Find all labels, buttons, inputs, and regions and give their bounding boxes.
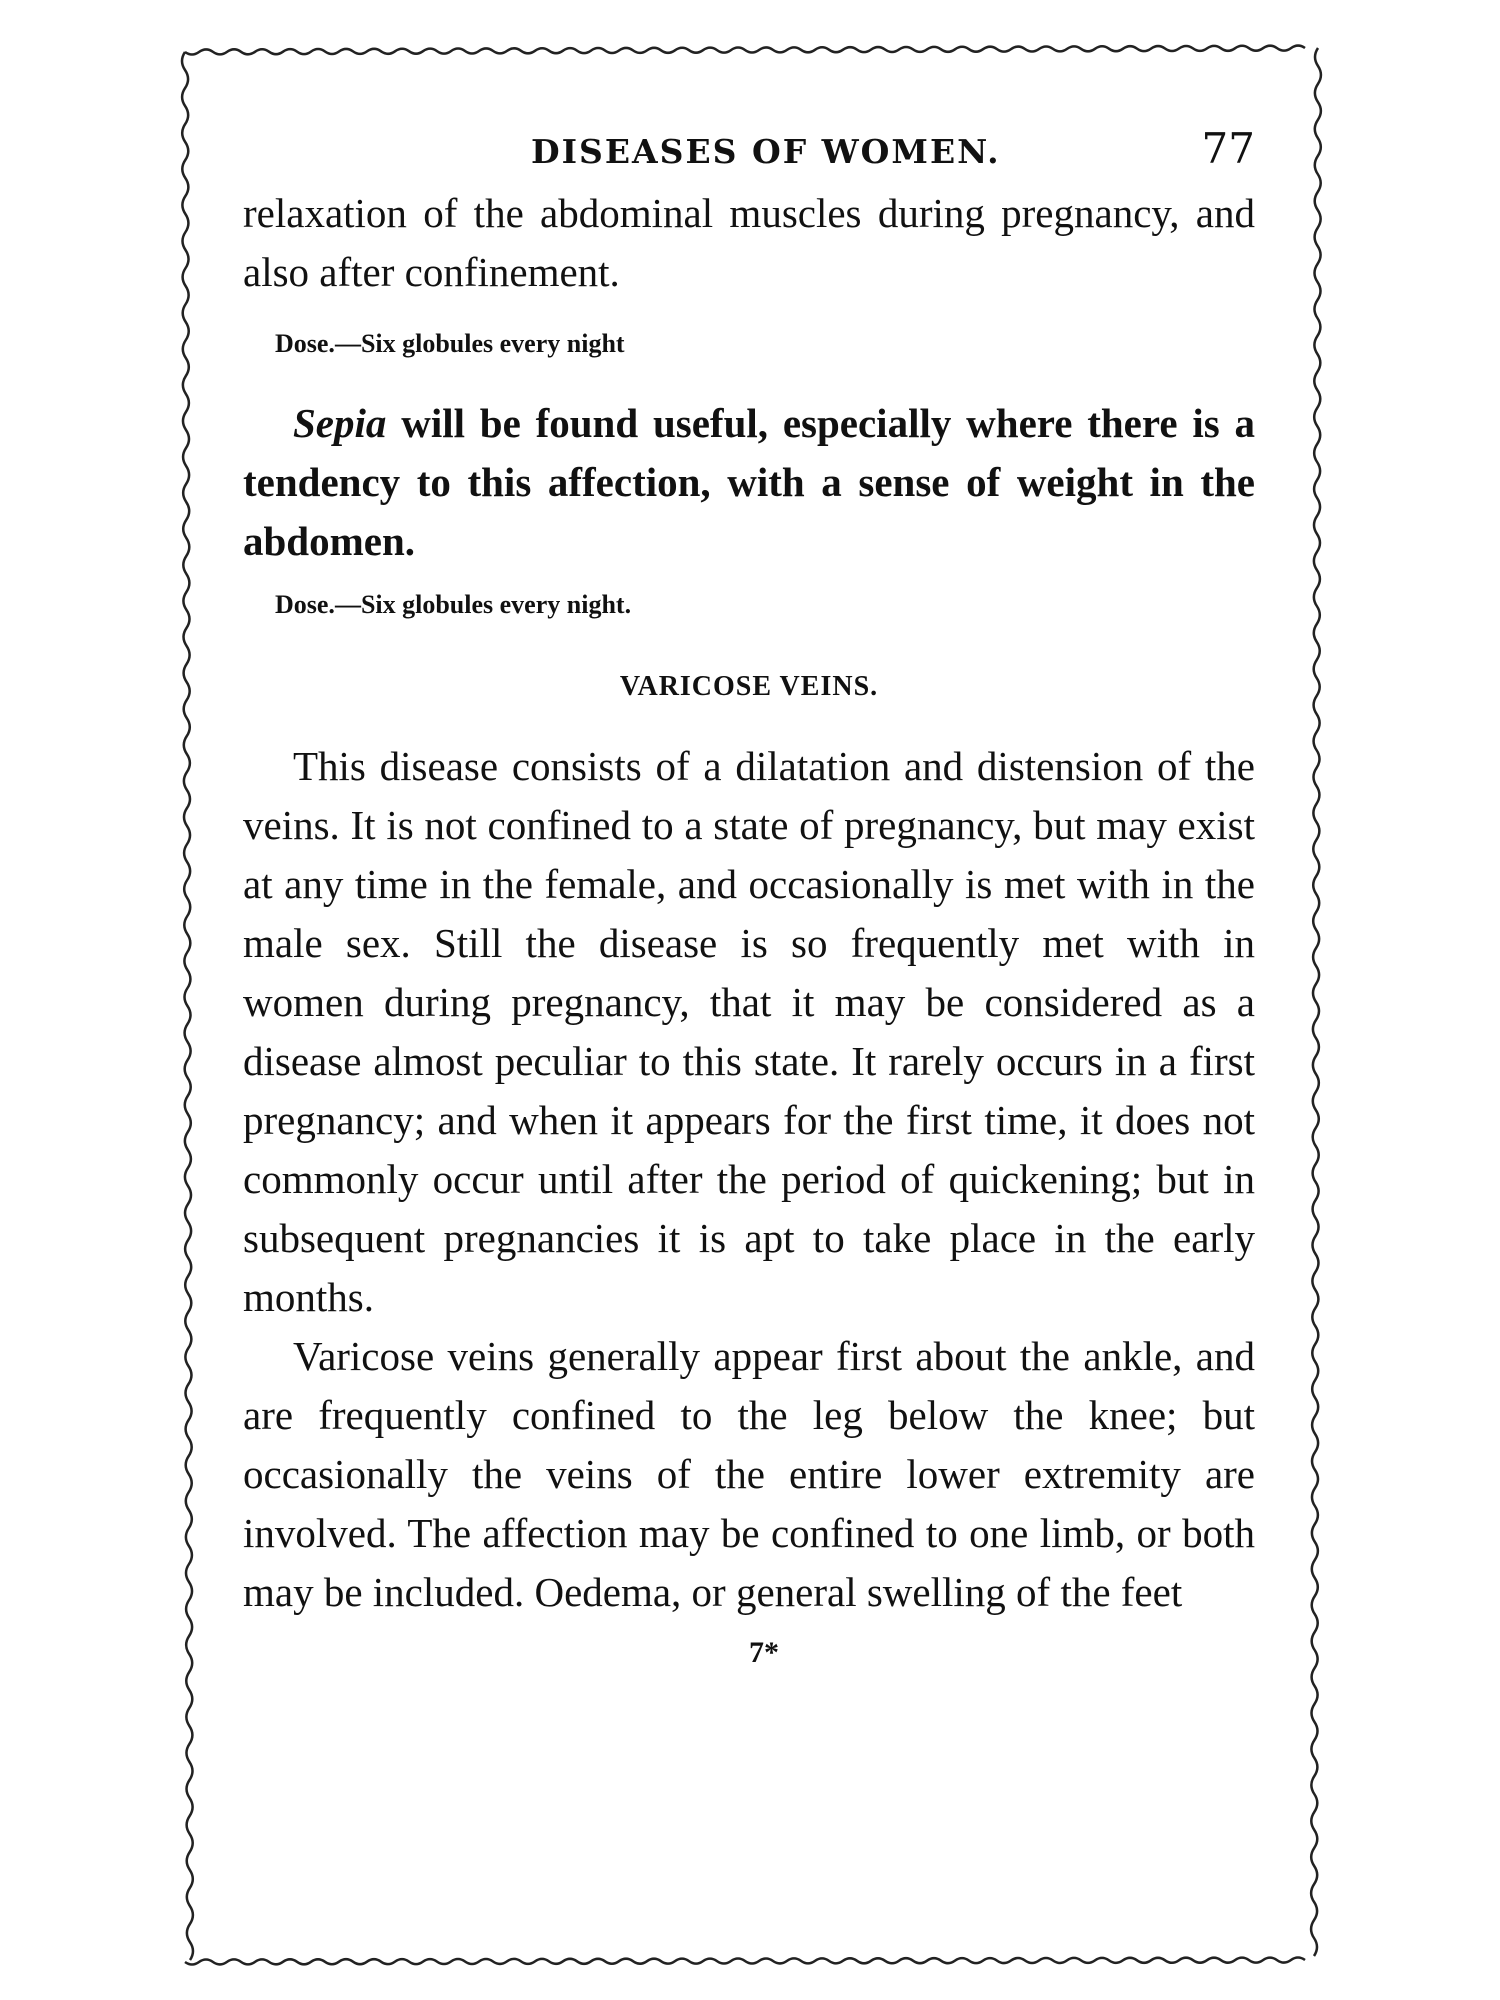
border-left [182,52,193,1960]
body-paragraph: This disease consists of a dilatation and distension of the veins. It is not confined to a state of pregnancy, but may exist at any time in the female, and occasionally is met with in the male sex. Still the disease is so frequently met with in women during pregnancy, that it may be considered as a disease almost peculiar to this state. It rarely occurs in a first pregnancy; and when it appears for the first time, it does not commonly occur until after the period of quickening; but in subsequent pregnancies it is apt to take place in the early months. [243,743,1255,1320]
running-title: DISEASES OF WOMEN. [531,132,1001,171]
book-page [243,124,1255,1904]
signature-mark: 7* [749,1636,779,1669]
sepia-text: will be found useful, especially where there is a tendency to this affection, with a sense of weight in the abdomen. [243,400,1255,564]
dose-text: —Six globules every night. [334,590,632,619]
remedy-name: Sepia [293,400,387,446]
border-top [185,46,1305,55]
border-right [1311,48,1321,1956]
running-head [243,124,1255,184]
border-bottom [185,1958,1305,1965]
body-paragraph: Varicose veins generally appear first about the ankle, and are frequently confined to the leg below the knee; but occasionally the veins of the entire lower extremity are involved. The affection may be confined to one limb, or both may be included. Oedema, or general swelling of the feet [243,1333,1255,1615]
sepia-paragraph [243,394,1255,571]
page-number: 77 [1201,124,1255,173]
dose-line [243,585,1255,625]
dose-line [243,324,1255,364]
dose-label: Dose. [275,590,335,619]
continued-paragraph: relaxation of the abdominal muscles during pregnancy, and also after confinement. [243,190,1255,295]
dose-label: Dose. [275,329,335,358]
dose-text: —Six globules every night [334,329,625,358]
section-heading: VARICOSE VEINS. [619,671,879,702]
